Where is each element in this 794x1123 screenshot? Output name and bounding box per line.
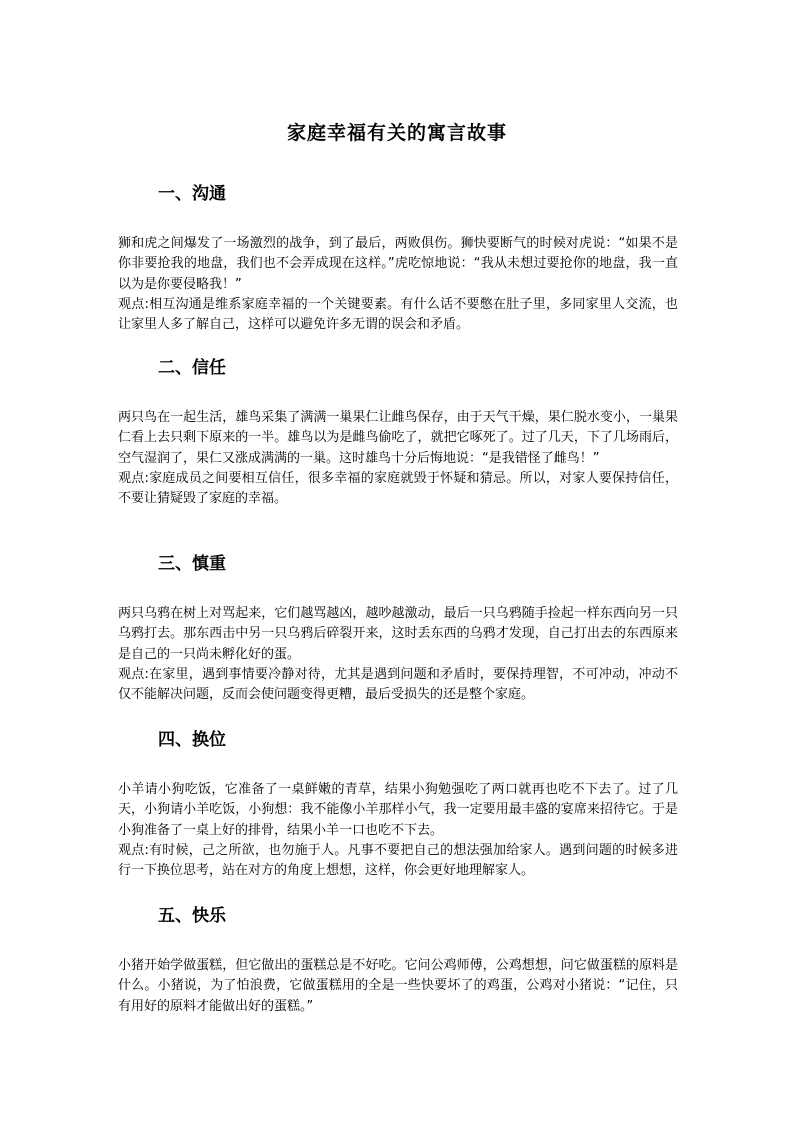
story-paragraph: 两只乌鸦在树上对骂起来，它们越骂越凶，越吵越激动，最后一只乌鸦随手捡起一样东西向另一只乌鸦打去。那东西击中另一只乌鸦后碎裂开来，这时丢东西的乌鸦才发现，自己打出去的东西原来是自己的一只尚未孵化好的蛋。 [118, 606, 678, 662]
section-body [118, 604, 678, 705]
section-heading: 二、信任 [158, 358, 226, 378]
viewpoint-paragraph: 观点:相互沟通是维系家庭幸福的一个关键要素。有什么话不要憋在肚子里，多同家里人交流，也让家里人多了解自己，这样可以避免许多无谓的误会和矛盾。 [118, 296, 678, 333]
story-paragraph: 小羊请小狗吃饭，它准备了一桌鲜嫩的青草，结果小狗勉强吃了两口就再也吃不下去了。过了几天，小狗请小羊吃饭，小狗想：我不能像小羊那样小气，我一定要用最丰盛的宴席来招待它。于是小狗准备了一桌上好的排骨，结果小羊一口也吃不下去。 [118, 782, 678, 838]
section-body [118, 956, 678, 1017]
story-paragraph: 狮和虎之间爆发了一场激烈的战争，到了最后，两败俱伤。狮快要断气的时候对虎说：“如果不是你非要抢我的地盘，我们也不会弄成现在这样。”虎吃惊地说：“我从未想过要抢你的地盘，我一直以为是你要侵略我！” [118, 236, 678, 292]
viewpoint-paragraph: 观点:家庭成员之间要相互信任，很多幸福的家庭就毁于怀疑和猜忌。所以，对家人要保持信任，不要让猜疑毁了家庭的幸福。 [118, 470, 678, 507]
section-body [118, 408, 678, 509]
document-title: 家庭幸福有关的寓言故事 [286, 122, 507, 144]
section-body [118, 234, 678, 335]
section-body [118, 780, 678, 881]
viewpoint-paragraph: 观点:有时候，己之所欲，也勿施于人。凡事不要把自己的想法强加给家人。遇到问题的时候多进行一下换位思考，站在对方的角度上想想，这样，你会更好地理解家人。 [118, 842, 678, 879]
section-heading: 四、换位 [158, 730, 226, 750]
section-heading: 三、慎重 [158, 554, 226, 574]
story-paragraph: 小猪开始学做蛋糕，但它做出的蛋糕总是不好吃。它问公鸡师傅，公鸡想想，问它做蛋糕的原料是什么。小猪说，为了怕浪费，它做蛋糕用的全是一些快要坏了的鸡蛋，公鸡对小猪说：“记住，只有用好的原料才能做出好的蛋糕。” [118, 958, 678, 1014]
viewpoint-paragraph: 观点:在家里，遇到事情要冷静对待，尤其是遇到问题和矛盾时，要保持理智，不可冲动，冲动不仅不能解决问题，反而会使问题变得更糟，最后受损失的还是整个家庭。 [118, 666, 678, 703]
section-heading: 五、快乐 [158, 906, 226, 926]
story-paragraph: 两只鸟在一起生活，雄鸟采集了满满一巢果仁让雌鸟保存，由于天气干燥，果仁脱水变小，一巢果仁看上去只剩下原来的一半。雄鸟以为是雌鸟偷吃了，就把它啄死了。过了几天，下了几场雨后，空气湿润了，果仁又涨成满满的一巢。这时雄鸟十分后悔地说：“是我错怪了雌鸟！” [118, 410, 678, 466]
section-heading: 一、沟通 [158, 184, 226, 204]
